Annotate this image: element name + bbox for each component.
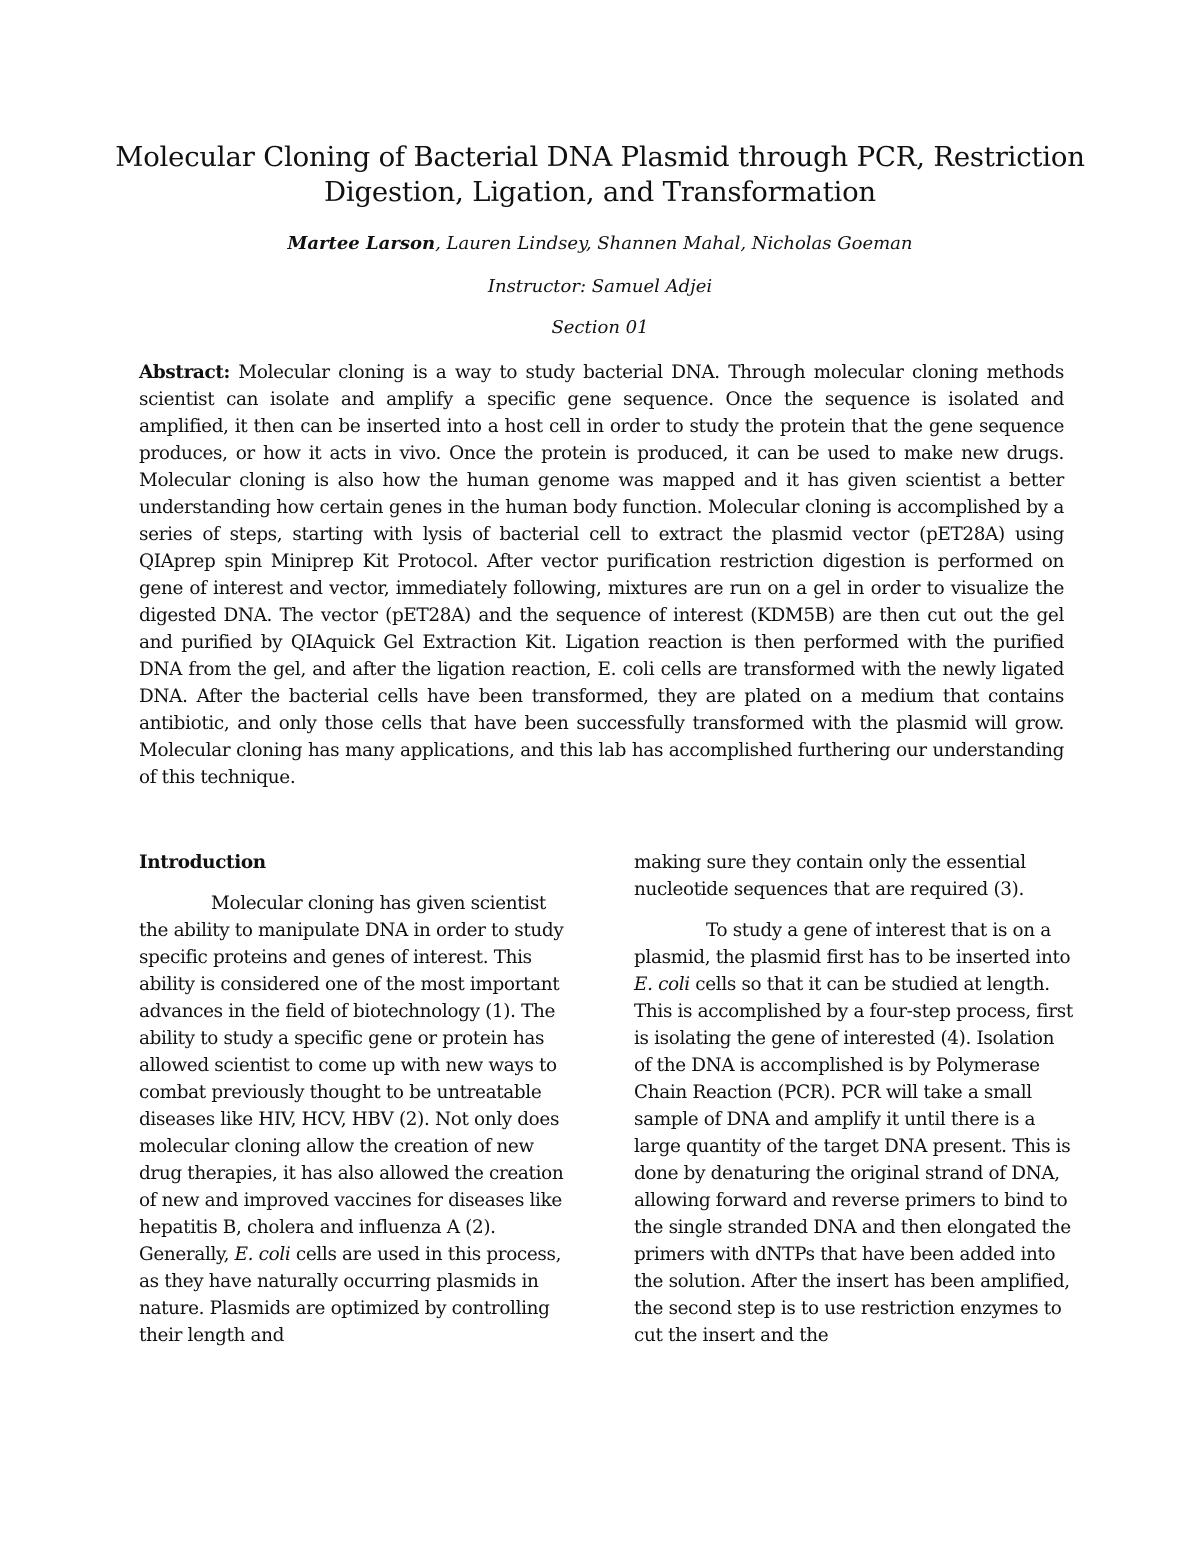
author-list [100,231,1100,257]
intro-p1-text-a: Molecular cloning has given scientist the ability to manipulate DNA in order to study specific proteins and genes of interest. This ability is considered one of the most important advances in the field of biotechnology (1). The ability to study a specific gene or protein has allowed scientist to come up with new ways to combat previously thought to be untreatable diseases like HIV, HCV, HBV (2). Not only does molecular cloning allow the creation of new drug therapies, it has also allowed the creation of new and improved vaccines for diseases like hepatitis B, cholera and influenza A (2). Generally, [139,893,564,1265]
intro-paragraph-1-continued: making sure they contain only the essential nucleotide sequences that are required (3). [634,852,1026,900]
left-column [139,849,579,1349]
introduction-heading: Introduction [139,852,266,873]
intro-p1-ecoli: E. coli [234,1244,291,1265]
abstract-text: Molecular cloning is a way to study bacterial DNA. Through molecular cloning methods scientist can isolate and amplify a specific gene sequence. Once the sequence is isolated and amplified, it then can be inserted into a host cell in order to study the protein that the gene sequence produces, or how it acts in vivo. Once the protein is produced, it can be used to make new drugs. Molecular cloning is also how the human genome was mapped and it has given scientist a better understanding how certain genes in the human body function. Molecular cloning is accomplished by a series of steps, starting with lysis of bacterial cell to extract the plasmid vector (pET28A) using QIAprep spin Miniprep Kit Protocol. After vector purification restriction digestion is performed on gene of interest and vector, immediately following, mixtures are run on a gel in order to visualize the digested DNA. The vector (pET28A) and the sequence of interest (KDM5B) are then cut out the gel and purified by QIAquick Gel Extraction Kit. Ligation reaction is then performed with the purified DNA from the gel, and after the ligation reaction, E. coli cells are transformed with the newly ligated DNA. After the bacterial cells have been transformed, they are plated on a medium that contains antibiotic, and only those cells that have been successfully transformed with the plasmid will grow. Molecular cloning has many applications, and this lab has accomplished furthering our understanding of this technique. [139,362,1064,788]
paragraph-gap [634,903,1074,917]
intro-p2-ecoli: E. coli [634,974,690,995]
intro-p2-text-a: To study a gene of interest that is on a plasmid, the plasmid first has to be inserted into [634,920,1071,968]
instructor-line: Instructor: Samuel Adjei [487,276,713,297]
section-line: Section 01 [551,317,649,338]
abstract [139,359,1064,791]
intro-p1-text-b: cells are used in this process, as they have naturally occurring plasmids in nature. Plasmids are optimized by controlling their length and [139,1244,562,1346]
intro-p2-text-b: cells so that it can be studied at length. This is accomplished by a four-step process, first is isolating the gene of interested (4). Isolation of the DNA is accomplished is by Polymerase Chain Reaction (PCR). PCR will take a small sample of DNA and amplify it until there is a large quantity of the target DNA present. This is done by denaturing the original strand of DNA, allowing forward and reverse primers to bind to the single stranded DNA and then elongated the primers with dNTPs that have been added into the solution. After the insert has been amplified, the second step is to use restriction enzymes to cut the insert and the [634,974,1073,1346]
paper-title: Molecular Cloning of Bacterial DNA Plasmid through PCR, Restriction Digestion, Ligation, and Transformation [115,141,1085,208]
intro-paragraph-1 [139,890,579,1349]
co-authors: , Lauren Lindsey, Shannen Mahal, Nicholas Goeman [435,233,913,254]
intro-paragraph-2 [634,917,1074,1349]
right-column [634,849,1074,1349]
lead-author: Martee Larson [287,233,436,254]
abstract-label: Abstract: [139,362,230,383]
